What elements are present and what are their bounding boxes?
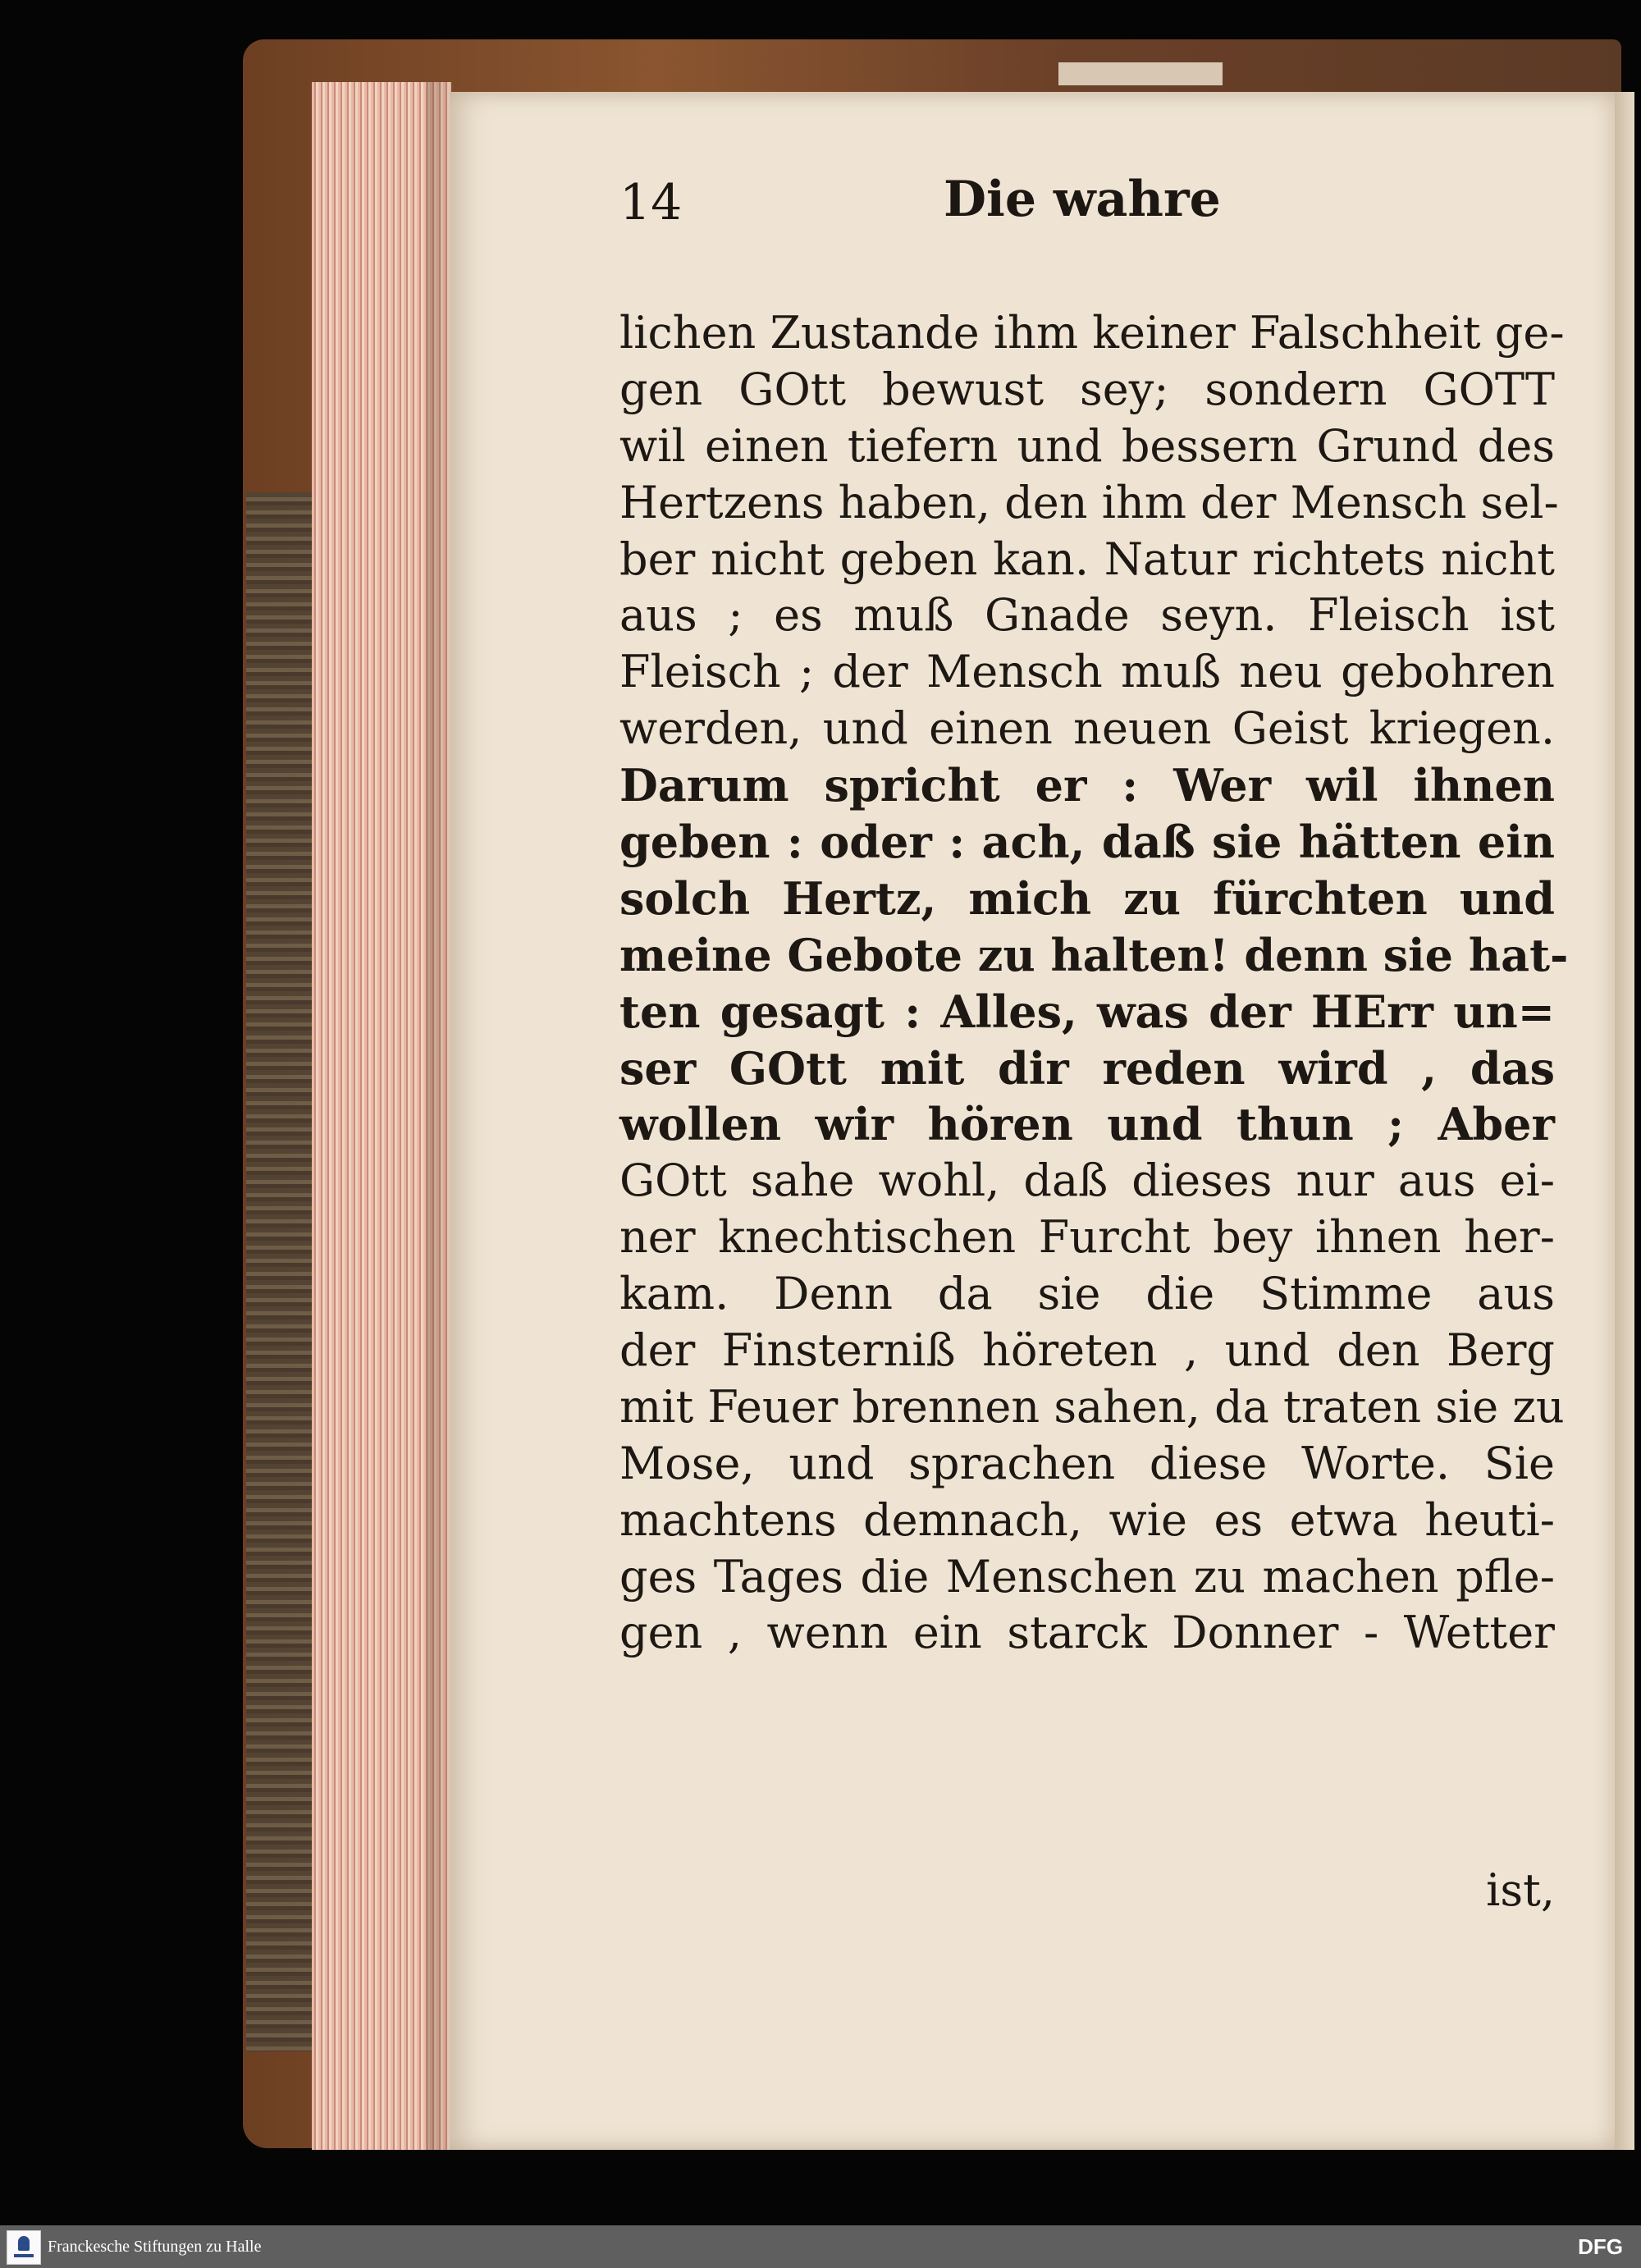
text-line: ser GOtt mit dir reden wird , das bbox=[619, 1041, 1555, 1095]
paper-strip bbox=[1058, 62, 1223, 85]
text-line: ges Tages die Menschen zu machen pfle- bbox=[619, 1550, 1555, 1603]
text-line: lichen Zustande ihm keiner Falschheit ge- bbox=[619, 307, 1565, 359]
body-text bbox=[619, 305, 1569, 1662]
text-line: gen GOtt bewust sey; sondern GOTT bbox=[619, 363, 1555, 415]
running-head: Die wahre bbox=[944, 171, 1221, 228]
text-line: meine Gebote zu halten! denn sie hat- bbox=[619, 928, 1569, 981]
text-line: Hertzens haben, den ihm der Mensch sel- bbox=[619, 476, 1559, 528]
text-line: wollen wir hören und thun ; Aber bbox=[619, 1098, 1555, 1151]
text-line: GOtt sahe wohl, daß dieses nur aus ei- bbox=[619, 1155, 1555, 1207]
text-line: der Finsterniß höreten , und den Berg bbox=[619, 1324, 1555, 1377]
text-line: kam. Denn da sie die Stimme aus bbox=[619, 1268, 1555, 1320]
page-number: 14 bbox=[619, 174, 683, 231]
footer-institution: Franckesche Stiftungen zu Halle bbox=[48, 2238, 262, 2256]
text-line: ber nicht geben kan. Natur richtets nicht bbox=[619, 533, 1555, 585]
footer-brand-logo: DFG bbox=[1578, 2234, 1623, 2259]
text-line: wil einen tiefern und bessern Grund des bbox=[619, 419, 1555, 472]
catchword: ist, bbox=[1486, 1864, 1555, 1916]
text-line: werden, und einen neuen Geist kriegen. bbox=[619, 702, 1555, 755]
text-line: Mose, und sprachen diese Worte. Sie bbox=[619, 1437, 1555, 1489]
footer-bar bbox=[0, 2225, 1641, 2268]
text-line: gen , wenn ein starck Donner - Wetter bbox=[619, 1607, 1555, 1659]
institution-logo-icon bbox=[7, 2230, 41, 2265]
text-line: machtens demnach, wie es etwa heuti- bbox=[619, 1493, 1555, 1546]
next-page-edge bbox=[1615, 92, 1634, 2150]
text-line: Darum spricht er : Wer wil ihnen bbox=[619, 759, 1555, 812]
worn-cover-spine bbox=[246, 492, 320, 2051]
text-line: ten gesagt : Alles, was der HErr un= bbox=[619, 985, 1555, 1038]
text-line: solch Hertz, mich zu fürchten und bbox=[619, 871, 1555, 925]
text-line: geben : oder : ach, daß sie hätten ein bbox=[619, 816, 1555, 869]
text-line: Fleisch ; der Mensch muß neu gebohren bbox=[619, 646, 1555, 698]
text-line: ner knechtischen Furcht bey ihnen her- bbox=[619, 1211, 1555, 1264]
text-line: aus ; es muß Gnade seyn. Fleisch ist bbox=[619, 589, 1555, 642]
text-line: mit Feuer brennen sahen, da traten sie zu bbox=[619, 1380, 1565, 1433]
